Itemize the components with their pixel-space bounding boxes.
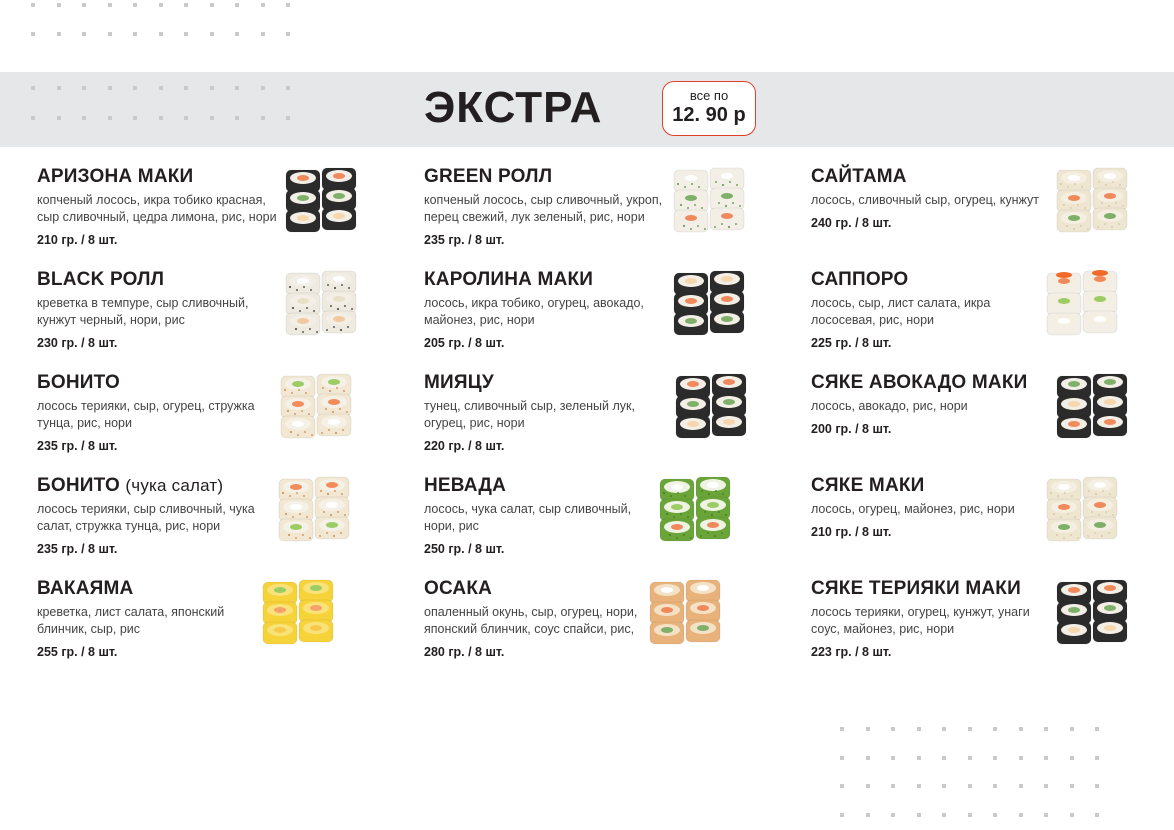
menu-item-weight: 210 гр. / 8 шт. (37, 233, 118, 247)
dot (968, 813, 972, 817)
dot (57, 116, 61, 120)
dot (993, 727, 997, 731)
dot (942, 727, 946, 731)
menu-item-name (424, 166, 552, 188)
menu-item-description: тунец, сливочный сыр, зеленый лук, огурец, рис, нори (424, 399, 635, 430)
dot (917, 784, 921, 788)
menu-item-name (811, 269, 908, 291)
dot (82, 32, 86, 36)
menu-item (424, 475, 794, 575)
price-label: все по (689, 88, 729, 103)
sushi-roll-dill-icon (660, 160, 760, 246)
dot (942, 756, 946, 760)
sushi-roll-sesame-icon (272, 263, 372, 349)
menu-item-description: лосось терияки, сыр сливочный, чука салат, стружка тунца, рис, нори (37, 502, 255, 533)
dot (31, 86, 35, 90)
dot (1019, 813, 1023, 817)
dot (1044, 784, 1048, 788)
menu-item-title: МИЯЦУ (424, 372, 494, 393)
menu-item (811, 578, 1174, 678)
dot (840, 813, 844, 817)
menu-item-title: САППОРО (811, 269, 909, 290)
sushi-roll-nori-icon (1043, 572, 1143, 658)
menu-item-title: BLACK РОЛЛ (37, 269, 165, 290)
dot-pattern-top (31, 3, 290, 36)
menu-item-title: КАРОЛИНА МАКИ (424, 269, 594, 290)
menu-item-name (811, 475, 925, 497)
page-title: ЭКСТРА (424, 83, 603, 132)
menu-item-name (811, 578, 1021, 600)
menu-item-title: СЯКЕ МАКИ (811, 475, 925, 496)
menu-item-weight: 240 гр. / 8 шт. (811, 216, 892, 230)
menu-item-weight: 223 гр. / 8 шт. (811, 645, 892, 659)
menu-item (37, 166, 407, 266)
dot (261, 86, 265, 90)
dot (840, 784, 844, 788)
dot (993, 756, 997, 760)
dot (210, 3, 214, 7)
dot (57, 86, 61, 90)
dot (57, 3, 61, 7)
menu-item-title: НЕВАДА (424, 475, 507, 496)
dot (286, 32, 290, 36)
menu-item (37, 475, 407, 575)
dot (993, 784, 997, 788)
menu-item-title: БОНИТО (37, 372, 120, 393)
menu-item-name (811, 372, 1028, 394)
dot (968, 756, 972, 760)
dot (133, 86, 137, 90)
menu-item-note: (чука салат) (125, 476, 224, 495)
dot-pattern-banner (31, 86, 290, 120)
menu-item (424, 372, 794, 472)
dot (942, 784, 946, 788)
menu-item-name (37, 166, 193, 188)
menu-item-weight: 225 гр. / 8 шт. (811, 336, 892, 350)
dot (108, 116, 112, 120)
dot (133, 116, 137, 120)
menu-item-name (37, 372, 120, 394)
dot (1044, 813, 1048, 817)
menu-item (424, 269, 794, 369)
menu-item (811, 475, 1174, 575)
menu-item (811, 372, 1174, 472)
menu-item-name (37, 475, 223, 497)
dot-pattern-bottom-right (840, 727, 1099, 817)
dot (57, 32, 61, 36)
sushi-roll-omelet-icon (249, 572, 349, 658)
dot (133, 32, 137, 36)
dot (159, 116, 163, 120)
dot (133, 3, 137, 7)
dot (235, 86, 239, 90)
dot (891, 727, 895, 731)
menu-item-description: лосось, сливочный сыр, огурец, кунжут (811, 193, 1039, 207)
dot (108, 32, 112, 36)
dot (235, 116, 239, 120)
sushi-roll-rice-icon (1043, 160, 1143, 246)
dot (917, 813, 921, 817)
dot (108, 86, 112, 90)
menu-item (811, 166, 1174, 266)
menu-item-description: лосось, чука салат, сыр сливочный, нори, рис (424, 502, 632, 533)
dot (159, 86, 163, 90)
menu-item-description: опаленный окунь, сыр, огурец, нори, японский блинчик, соус спайси, рис, (424, 605, 638, 636)
dot (1070, 784, 1074, 788)
menu-item (424, 166, 794, 266)
dot (235, 32, 239, 36)
menu-item-weight: 235 гр. / 8 шт. (37, 439, 118, 453)
dot (31, 32, 35, 36)
menu-item-title: ВАКАЯМА (37, 578, 134, 599)
dot (1095, 756, 1099, 760)
menu-item-weight: 235 гр. / 8 шт. (424, 233, 505, 247)
dot (108, 3, 112, 7)
dot (184, 3, 188, 7)
dot (261, 3, 265, 7)
menu-item-title: GREEN РОЛЛ (424, 166, 553, 187)
menu-item-title: ОСАКА (424, 578, 493, 599)
menu-item-description: креветка в темпуре, сыр сливочный, кунжут черный, нори, рис (37, 296, 249, 327)
dot (866, 813, 870, 817)
dot (968, 727, 972, 731)
sushi-roll-rice-icon (1033, 469, 1133, 555)
dot (82, 3, 86, 7)
dot (891, 756, 895, 760)
dot (82, 86, 86, 90)
menu-item-weight: 220 гр. / 8 шт. (424, 439, 505, 453)
dot (1070, 727, 1074, 731)
dot (184, 86, 188, 90)
dot (840, 756, 844, 760)
menu-item-name (37, 578, 133, 600)
dot (184, 116, 188, 120)
sushi-roll-nori-icon (1043, 366, 1143, 452)
dot (1019, 784, 1023, 788)
dot (891, 813, 895, 817)
menu-item (37, 269, 407, 369)
menu-item-description: копченый лосось, сыр сливочный, укроп, перец свежий, лук зеленый, рис, нори (424, 193, 663, 224)
menu-item-description: лосось терияки, сыр, огурец, стружка тунца, рис, нори (37, 399, 255, 430)
dot (31, 3, 35, 7)
dot (210, 86, 214, 90)
menu-item-title: АРИЗОНА МАКИ (37, 166, 194, 187)
dot (210, 32, 214, 36)
dot (917, 756, 921, 760)
dot (159, 3, 163, 7)
menu-item-name (424, 578, 492, 600)
sushi-roll-bonito-icon (267, 366, 367, 452)
sushi-roll-bonito-icon (265, 469, 365, 555)
dot (891, 784, 895, 788)
menu-item (37, 372, 407, 472)
dot (1019, 727, 1023, 731)
price-badge (662, 81, 756, 136)
sushi-roll-baked-icon (636, 572, 736, 658)
dot (866, 784, 870, 788)
menu-item-name (424, 475, 506, 497)
menu-item-name (37, 269, 164, 291)
dot (1095, 784, 1099, 788)
dot (235, 3, 239, 7)
dot (1070, 756, 1074, 760)
menu-item-title: САЙТАМА (811, 166, 907, 187)
menu-item-description: лосось, авокадо, рис, нори (811, 399, 968, 413)
dot (159, 32, 163, 36)
sushi-roll-nori-icon (662, 366, 762, 452)
dot (1044, 756, 1048, 760)
menu-item-weight: 200 гр. / 8 шт. (811, 422, 892, 436)
menu-item-weight: 235 гр. / 8 шт. (37, 542, 118, 556)
menu-item-description: лосось, сыр, лист салата, икра лососевая, рис, нори (811, 296, 991, 327)
dot (968, 784, 972, 788)
dot (1044, 727, 1048, 731)
dot (866, 756, 870, 760)
dot (840, 727, 844, 731)
menu-item-name (424, 269, 593, 291)
menu-item-description: копченый лосось, икра тобико красная, сыр сливочный, цедра лимона, рис, нори (37, 193, 277, 224)
dot (1019, 756, 1023, 760)
dot (917, 727, 921, 731)
menu-item-description: лосось терияки, огурец, кунжут, унаги соус, майонез, рис, нори (811, 605, 1030, 636)
dot (866, 727, 870, 731)
dot (993, 813, 997, 817)
dot (210, 116, 214, 120)
menu-item-description: лосось, икра тобико, огурец, авокадо, майонез, рис, нори (424, 296, 644, 327)
dot (261, 116, 265, 120)
sushi-roll-caviar-icon (1033, 263, 1133, 349)
menu-item (424, 578, 794, 678)
menu-item-title: БОНИТО (37, 475, 120, 496)
menu-item-name (811, 166, 907, 188)
menu-item-weight: 230 гр. / 8 шт. (37, 336, 118, 350)
menu-item-description: креветка, лист салата, японский блинчик, сыр, рис (37, 605, 225, 636)
menu-item-title: СЯКЕ АВОКАДО МАКИ (811, 372, 1028, 393)
dot (184, 32, 188, 36)
menu-item-weight: 280 гр. / 8 шт. (424, 645, 505, 659)
dot (1095, 813, 1099, 817)
dot (82, 116, 86, 120)
price-value: 12. 90 р (672, 104, 746, 126)
dot (942, 813, 946, 817)
menu-item-weight: 210 гр. / 8 шт. (811, 525, 892, 539)
menu-item-weight: 205 гр. / 8 шт. (424, 336, 505, 350)
menu-item-name (424, 372, 494, 394)
menu-item (37, 578, 407, 678)
sushi-roll-nori-icon (272, 160, 372, 246)
menu-item (811, 269, 1174, 369)
sushi-roll-chuka-icon (646, 469, 746, 555)
sushi-roll-nori-icon (660, 263, 760, 349)
dot (1070, 813, 1074, 817)
dot (261, 32, 265, 36)
menu-item-title: СЯКЕ ТЕРИЯКИ МАКИ (811, 578, 1021, 599)
menu-item-weight: 250 гр. / 8 шт. (424, 542, 505, 556)
dot (31, 116, 35, 120)
menu-item-weight: 255 гр. / 8 шт. (37, 645, 118, 659)
dot (286, 116, 290, 120)
dot (286, 3, 290, 7)
dot (1095, 727, 1099, 731)
dot (286, 86, 290, 90)
menu-item-description: лосось, огурец, майонез, рис, нори (811, 502, 1015, 516)
